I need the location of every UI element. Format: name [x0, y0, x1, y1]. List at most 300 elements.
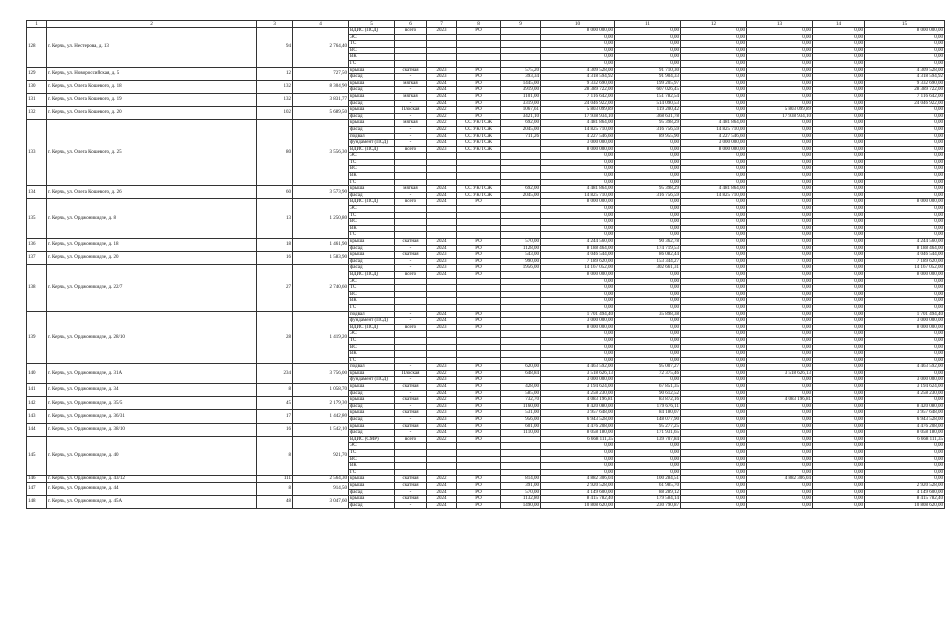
- row-number: 133: [27, 120, 47, 186]
- total-cost: 0,00: [541, 34, 615, 41]
- funding-source: СС УК/ТСЖ: [457, 146, 501, 153]
- fund-2024: 0,00: [865, 278, 945, 285]
- fund-2022: 0,00: [747, 153, 813, 160]
- volume: 692,00: [501, 120, 541, 127]
- fund-2023: 0,00: [813, 133, 865, 140]
- fund-2022: 0,00: [747, 159, 813, 166]
- work-subtype: скатная: [395, 384, 427, 391]
- fund-2024: 0,00: [865, 476, 945, 483]
- fund-2023: 0,00: [813, 357, 865, 364]
- header-cell-3: 3: [257, 21, 293, 28]
- work-subtype: [395, 206, 427, 213]
- table-row: [27, 107, 945, 114]
- header-cell-13: 13: [747, 21, 813, 28]
- fund-2022: 4 083 196,81: [747, 397, 813, 404]
- cost-per-unit: 0,00: [615, 443, 681, 450]
- row-number: 135: [27, 199, 47, 239]
- work-type: фасад: [349, 126, 395, 133]
- work-subtype: -: [395, 430, 427, 437]
- building-address: г. Керчь, ул. Орджоникидзе, д. 22/7: [47, 265, 257, 311]
- work-subtype: [395, 34, 427, 41]
- fund-2023: 0,00: [813, 173, 865, 180]
- owner-funds: 0,00: [681, 80, 747, 87]
- fund-2022: 0,00: [747, 291, 813, 298]
- year: 2024: [427, 430, 457, 437]
- volume: 814,00: [501, 476, 541, 483]
- volume: 732,70: [501, 397, 541, 404]
- total-cost: 4 481 864,00: [541, 186, 615, 193]
- fund-2022: 5 803 099,89: [747, 107, 813, 114]
- work-type: ВДИС (СМР): [349, 436, 395, 443]
- owner-funds: 0,00: [681, 390, 747, 397]
- row-number: 130: [27, 80, 47, 93]
- building-address: г. Керчь, ул. Орджоникидзе, д. 20: [47, 252, 257, 265]
- cost-per-unit: 0,00: [615, 47, 681, 54]
- work-subtype: всего: [395, 436, 427, 443]
- fund-2023: 0,00: [813, 265, 865, 272]
- work-subtype: [395, 337, 427, 344]
- work-subtype: -: [395, 258, 427, 265]
- fund-2023: 0,00: [813, 410, 865, 417]
- fund-2024: 0,00: [865, 370, 945, 377]
- fund-2023: 0,00: [813, 397, 865, 404]
- work-type: фасад: [349, 258, 395, 265]
- volume: [501, 199, 541, 206]
- cost-per-unit: 0,00: [615, 219, 681, 226]
- year: [427, 337, 457, 344]
- fund-2023: 0,00: [813, 225, 865, 232]
- fund-2022: 0,00: [747, 265, 813, 272]
- fund-2023: 0,00: [813, 285, 865, 292]
- fund-2022: 0,00: [747, 304, 813, 311]
- year: 2024: [427, 390, 457, 397]
- year: 2022: [427, 370, 457, 377]
- fund-2023: 0,00: [813, 337, 865, 344]
- cost-per-unit: 84 180,07: [615, 410, 681, 417]
- total-cost: 4 046 544,00: [541, 252, 615, 259]
- funding-source: РО: [457, 311, 501, 318]
- work-subtype: [395, 351, 427, 358]
- work-type: ВС: [349, 291, 395, 298]
- funding-source: [457, 166, 501, 173]
- cost-per-unit: 61 985,70: [615, 482, 681, 489]
- total-cost: 4 318 594,92: [541, 74, 615, 81]
- work-subtype: [395, 304, 427, 311]
- funding-source: [457, 351, 501, 358]
- volume: 1110,00: [501, 430, 541, 437]
- owner-funds: 14 825 710,00: [681, 126, 747, 133]
- owner-funds: 0,00: [681, 397, 747, 404]
- fund-2024: 4 258 230,00: [865, 390, 945, 397]
- row-number: 141: [27, 384, 47, 397]
- work-type: фасад: [349, 489, 395, 496]
- work-type: фасад: [349, 74, 395, 81]
- work-subtype: [395, 166, 427, 173]
- cost-per-unit: 72 375,46: [615, 370, 681, 377]
- work-type: подвал: [349, 311, 395, 318]
- owner-funds: 0,00: [681, 311, 747, 318]
- cost-per-unit: 0,00: [615, 357, 681, 364]
- fund-2022: 0,00: [747, 351, 813, 358]
- fund-2022: 0,00: [747, 285, 813, 292]
- fund-2024: 0,00: [865, 291, 945, 298]
- work-subtype: -: [395, 100, 427, 107]
- volume: 1490,00: [501, 502, 541, 509]
- row-number: 144: [27, 423, 47, 436]
- fund-2022: 17 938 934,10: [747, 113, 813, 120]
- work-subtype: скатная: [395, 239, 427, 246]
- year: [427, 443, 457, 450]
- repair-program-table: [26, 20, 945, 509]
- volume: [501, 232, 541, 239]
- fund-2022: 0,00: [747, 60, 813, 67]
- fund-2023: 0,00: [813, 291, 865, 298]
- fund-2024: 10 808 620,00: [865, 502, 945, 509]
- year: [427, 278, 457, 285]
- total-cost: 8 000 000,00: [541, 199, 615, 206]
- work-subtype: -: [395, 417, 427, 424]
- total-cost: 3 000 000,00: [541, 377, 615, 384]
- year: 2024: [427, 496, 457, 503]
- total-cost: 4 244 560,00: [541, 239, 615, 246]
- fund-2022: 0,00: [747, 173, 813, 180]
- fund-2024: 8 188 464,00: [865, 245, 945, 252]
- fund-2024: 6 668 111,35: [865, 436, 945, 443]
- total-cost: 3 000 000,00: [541, 318, 615, 325]
- work-subtype: -: [395, 403, 427, 410]
- total-cost: 8 000 000,00: [541, 324, 615, 331]
- building-address: г. Керчь, ул. Орджоникидзе, д. 35/5: [47, 397, 257, 410]
- owner-funds: 0,00: [681, 324, 747, 331]
- total-cost: 0,00: [541, 219, 615, 226]
- fund-2022: 0,00: [747, 219, 813, 226]
- fund-2024: 0,00: [865, 146, 945, 153]
- cost-per-unit: 0,00: [615, 153, 681, 160]
- funding-source: РО: [457, 87, 501, 94]
- cost-per-unit: 179 584,14: [615, 496, 681, 503]
- work-type: крыша: [349, 186, 395, 193]
- owner-funds: 0,00: [681, 298, 747, 305]
- total-cost: 4 258 230,00: [541, 390, 615, 397]
- work-type: крыша: [349, 80, 395, 87]
- year: 2023: [427, 258, 457, 265]
- work-type: ВДИС (ПСД): [349, 199, 395, 206]
- work-type: ВК: [349, 173, 395, 180]
- fund-2023: 0,00: [813, 179, 865, 186]
- owner-funds: 0,00: [681, 278, 747, 285]
- fund-2023: 0,00: [813, 476, 865, 483]
- fund-2023: 0,00: [813, 212, 865, 219]
- work-subtype: -: [395, 311, 427, 318]
- work-subtype: скатная: [395, 482, 427, 489]
- total-cost: 0,00: [541, 351, 615, 358]
- fund-2024: 8 000 000,00: [865, 324, 945, 331]
- total-cost: 7 189 620,00: [541, 258, 615, 265]
- fund-2022: 0,00: [747, 331, 813, 338]
- owner-funds: 0,00: [681, 28, 747, 35]
- year: 2023: [427, 67, 457, 74]
- owner-funds: 0,00: [681, 166, 747, 173]
- total-cost: 0,00: [541, 304, 615, 311]
- work-type: крыша: [349, 482, 395, 489]
- owner-funds: 0,00: [681, 436, 747, 443]
- fund-2024: 0,00: [865, 179, 945, 186]
- header-row: [27, 21, 945, 28]
- funding-source: [457, 153, 501, 160]
- header-cell-9: 9: [501, 21, 541, 28]
- funding-source: [457, 463, 501, 470]
- volume: [501, 179, 541, 186]
- work-subtype: скатная: [395, 67, 427, 74]
- fund-2024: 0,00: [865, 107, 945, 114]
- fund-2022: 4 882 306,04: [747, 476, 813, 483]
- year: [427, 212, 457, 219]
- funding-source: РО: [457, 397, 501, 404]
- work-type: крыша: [349, 239, 395, 246]
- fund-2022: 0,00: [747, 74, 813, 81]
- table-row: [27, 252, 945, 259]
- work-type: фасад: [349, 245, 395, 252]
- fund-2023: 0,00: [813, 258, 865, 265]
- apartment-count: 94: [257, 28, 293, 68]
- fund-2022: 0,00: [747, 417, 813, 424]
- volume: [501, 212, 541, 219]
- building-address: г. Керчь, ул. Нестерова, д. 13: [47, 28, 257, 68]
- fund-2022: 0,00: [747, 47, 813, 54]
- cost-per-unit: 151 782,54: [615, 93, 681, 100]
- year: [427, 225, 457, 232]
- volume: [501, 436, 541, 443]
- volume: 990,00: [501, 258, 541, 265]
- funding-source: [457, 225, 501, 232]
- fund-2024: 0,00: [865, 469, 945, 476]
- fund-2023: 0,00: [813, 192, 865, 199]
- work-subtype: -: [395, 74, 427, 81]
- fund-2022: 0,00: [747, 212, 813, 219]
- cost-per-unit: 0,00: [615, 54, 681, 61]
- work-type: крыша: [349, 496, 395, 503]
- table-row: [27, 311, 945, 318]
- volume: [501, 456, 541, 463]
- fund-2024: 3 194 624,00: [865, 384, 945, 391]
- fund-2022: 0,00: [747, 423, 813, 430]
- fund-2024: 3 000 000,00: [865, 377, 945, 384]
- volume: 570,00: [501, 239, 541, 246]
- funding-source: РО: [457, 489, 501, 496]
- fund-2024: 0,00: [865, 126, 945, 133]
- work-type: фундамент (ПСД): [349, 140, 395, 147]
- apartment-count: 18: [257, 239, 293, 252]
- volume: 692,00: [501, 186, 541, 193]
- work-subtype: -: [395, 390, 427, 397]
- work-type: крыша: [349, 107, 395, 114]
- fund-2023: 0,00: [813, 93, 865, 100]
- building-address: г. Керчь, ул. Орджоникидзе, д. 8: [47, 199, 257, 239]
- fund-2022: 0,00: [747, 41, 813, 48]
- work-subtype: [395, 450, 427, 457]
- cost-per-unit: 86 082,44: [615, 252, 681, 259]
- volume: 393,34: [501, 74, 541, 81]
- year: 2023: [427, 410, 457, 417]
- year: 2024: [427, 93, 457, 100]
- work-subtype: -: [395, 192, 427, 199]
- owner-funds: 3 000 000,00: [681, 140, 747, 147]
- work-type: ВК: [349, 351, 395, 358]
- fund-2023: 0,00: [813, 126, 865, 133]
- fund-2023: 0,00: [813, 450, 865, 457]
- work-type: ВК: [349, 463, 395, 470]
- volume: [501, 34, 541, 41]
- volume: 3319,00: [501, 100, 541, 107]
- year: [427, 456, 457, 463]
- funding-source: РО: [457, 324, 501, 331]
- volume: 531,00: [501, 410, 541, 417]
- work-subtype: [395, 54, 427, 61]
- year: [427, 331, 457, 338]
- cost-per-unit: 514 090,53: [615, 100, 681, 107]
- header-cell-8: 8: [457, 21, 501, 28]
- total-cost: 4 083 196,81: [541, 397, 615, 404]
- funding-source: РО: [457, 245, 501, 252]
- volume: 620,00: [501, 364, 541, 371]
- cost-per-unit: 91 710,30: [615, 67, 681, 74]
- table-row: [27, 436, 945, 443]
- work-subtype: [395, 443, 427, 450]
- building-area: 8 304,90: [293, 80, 349, 93]
- owner-funds: 0,00: [681, 87, 747, 94]
- cost-per-unit: 0,00: [615, 159, 681, 166]
- funding-source: СС УК/ТСЖ: [457, 192, 501, 199]
- total-cost: 0,00: [541, 212, 615, 219]
- owner-funds: 8 000 000,00: [681, 146, 747, 153]
- volume: [501, 41, 541, 48]
- work-type: ЭС: [349, 153, 395, 160]
- volume: 575,20: [501, 67, 541, 74]
- funding-source: РО: [457, 239, 501, 246]
- work-type: ТС: [349, 212, 395, 219]
- funding-source: [457, 47, 501, 54]
- year: 2024: [427, 489, 457, 496]
- total-cost: 4 476 208,00: [541, 423, 615, 430]
- work-type: фасад: [349, 265, 395, 272]
- building-address: г. Керчь, ул. Орджоникидзе, д. 43/12: [47, 476, 257, 483]
- funding-source: РО: [457, 390, 501, 397]
- fund-2024: 28 389 722,00: [865, 87, 945, 94]
- cost-per-unit: 95 007,27: [615, 364, 681, 371]
- cost-per-unit: 153 344,27: [615, 258, 681, 265]
- fund-2023: 0,00: [813, 443, 865, 450]
- volume: 3421,10: [501, 113, 541, 120]
- work-subtype: скатная: [395, 252, 427, 259]
- year: 2024: [427, 186, 457, 193]
- building-area: 3 756,00: [293, 364, 349, 384]
- fund-2024: 0,00: [865, 304, 945, 311]
- fund-2023: 0,00: [813, 159, 865, 166]
- cost-per-unit: 0,00: [615, 463, 681, 470]
- work-subtype: скатная: [395, 423, 427, 430]
- funding-source: РО: [457, 80, 501, 87]
- fund-2024: 0,00: [865, 166, 945, 173]
- cost-per-unit: 100 284,51: [615, 476, 681, 483]
- funding-source: РО: [457, 417, 501, 424]
- volume: 543,00: [501, 252, 541, 259]
- cost-per-unit: 607 026,45: [615, 87, 681, 94]
- funding-source: РО: [457, 67, 501, 74]
- total-cost: 8 188 464,00: [541, 245, 615, 252]
- total-cost: 0,00: [541, 298, 615, 305]
- volume: [501, 351, 541, 358]
- owner-funds: 0,00: [681, 153, 747, 160]
- fund-2023: 0,00: [813, 377, 865, 384]
- header-cell-12: 12: [681, 21, 747, 28]
- cost-per-unit: 0,00: [615, 140, 681, 147]
- funding-source: [457, 159, 501, 166]
- year: 2023: [427, 146, 457, 153]
- fund-2024: 0,00: [865, 450, 945, 457]
- fund-2024: 0,00: [865, 397, 945, 404]
- funding-source: РО: [457, 410, 501, 417]
- funding-source: РО: [457, 476, 501, 483]
- row-number: 131: [27, 93, 47, 106]
- total-cost: 0,00: [541, 278, 615, 285]
- fund-2023: 0,00: [813, 278, 865, 285]
- fund-2024: 3 000 000,00: [865, 318, 945, 325]
- work-type: ВДИС (ПСД): [349, 146, 395, 153]
- owner-funds: 0,00: [681, 331, 747, 338]
- fund-2024: 9 332 690,00: [865, 80, 945, 87]
- owner-funds: 0,00: [681, 199, 747, 206]
- cost-per-unit: 0,00: [615, 179, 681, 186]
- work-type: подвал: [349, 133, 395, 140]
- work-subtype: [395, 225, 427, 232]
- volume: [501, 159, 541, 166]
- table-row: [27, 384, 945, 391]
- volume: [501, 450, 541, 457]
- work-subtype: [395, 232, 427, 239]
- fund-2024: 0,00: [865, 337, 945, 344]
- funding-source: [457, 212, 501, 219]
- funding-source: [457, 206, 501, 213]
- owner-funds: 0,00: [681, 67, 747, 74]
- total-cost: 0,00: [541, 54, 615, 61]
- cost-per-unit: 139 707,84: [615, 436, 681, 443]
- owner-funds: 0,00: [681, 252, 747, 259]
- fund-2022: 0,00: [747, 403, 813, 410]
- funding-source: РО: [457, 482, 501, 489]
- work-type: фасад: [349, 113, 395, 120]
- table-row: [27, 80, 945, 87]
- funding-source: РО: [457, 93, 501, 100]
- year: 2023: [427, 403, 457, 410]
- volume: [501, 318, 541, 325]
- work-type: фасад: [349, 430, 395, 437]
- work-type: фасад: [349, 100, 395, 107]
- cost-per-unit: 0,00: [615, 212, 681, 219]
- work-subtype: скатная: [395, 410, 427, 417]
- fund-2024: 0,00: [865, 60, 945, 67]
- owner-funds: 0,00: [681, 206, 747, 213]
- work-subtype: [395, 298, 427, 305]
- fund-2023: 0,00: [813, 344, 865, 351]
- work-type: крыша: [349, 120, 395, 127]
- work-subtype: мягкая: [395, 120, 427, 127]
- year: [427, 351, 457, 358]
- fund-2024: 0,00: [865, 232, 945, 239]
- work-type: ТС: [349, 159, 395, 166]
- total-cost: 3 194 624,00: [541, 384, 615, 391]
- year: [427, 206, 457, 213]
- owner-funds: 0,00: [681, 403, 747, 410]
